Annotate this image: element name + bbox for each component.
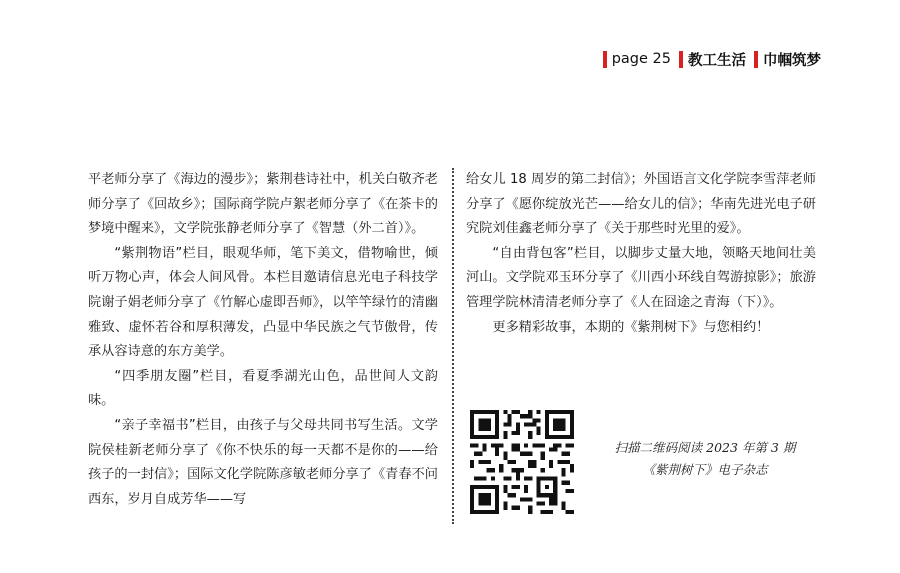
paragraph: “自由背包客”栏目，以脚步丈量大地，领略天地间壮美河山。文学院邓玉环分享了《川西小环线自驾游掠影》；旅游管理学院林清清老师分享了《人在囧途之青海（下）》。 <box>466 245 816 310</box>
paragraph: 给女儿 18 周岁的第二封信》；外国语言文化学院李雪萍老师分享了《愿你绽放光芒——给女儿的信》；华南先进光电子研究院刘佳鑫老师分享了《关于那些时光里的爱》。 <box>466 172 816 237</box>
accent-bar <box>679 51 683 68</box>
header-page <box>603 51 671 68</box>
qr-caption-line: 扫描二维码阅读 2023 年第 3 期 <box>614 440 796 455</box>
column-title: 巾帼筑梦 <box>763 52 821 69</box>
accent-bar <box>754 51 758 68</box>
page-number: page 25 <box>611 51 671 67</box>
qr-caption <box>594 437 816 481</box>
header-column <box>754 49 821 70</box>
qr-caption-line: 《紫荆树下》电子杂志 <box>642 462 768 477</box>
paragraph: 更多精彩故事，本期的《紫荆树下》与您相约！ <box>492 319 770 335</box>
column-divider <box>452 168 454 524</box>
section-title: 教工生活 <box>688 52 746 69</box>
accent-bar <box>603 51 607 68</box>
paragraph: “紫荆物语”栏目，眼观华师，笔下美文，借物喻世，倾听万物心声，体会人间风骨。本栏目邀请信息光电子科技学院谢子娟老师分享了《竹解心虚即吾师》，以竿竿绿竹的清幽雅致、虚怀若谷和厚积薄发，凸显中华民族之气节傲骨，传承从容诗意的东方美学。 <box>88 245 438 360</box>
right-column <box>466 168 816 340</box>
header-section <box>679 49 746 70</box>
paragraph: “亲子幸福书”栏目，由孩子与父母共同书写生活。文学院侯桂新老师分享了《你不快乐的每一天都不是你的——给孩子的一封信》；国际文化学院陈彦敏老师分享了《青春不问西东，岁月自成芳华——写 <box>88 417 438 507</box>
page-header <box>603 48 821 70</box>
paragraph: “四季朋友圈”栏目，看夏季湖光山色，品世间人文韵味。 <box>88 368 438 409</box>
left-column <box>88 168 438 512</box>
qr-code-icon[interactable] <box>470 410 574 514</box>
paragraph: 平老师分享了《海边的漫步》；紫荆巷诗社中，机关白敬齐老师分享了《回故乡》；国际商学院卢絮老师分享了《在茶卡的梦境中醒来》，文学院张静老师分享了《智慧（外二首）》。 <box>88 172 438 237</box>
